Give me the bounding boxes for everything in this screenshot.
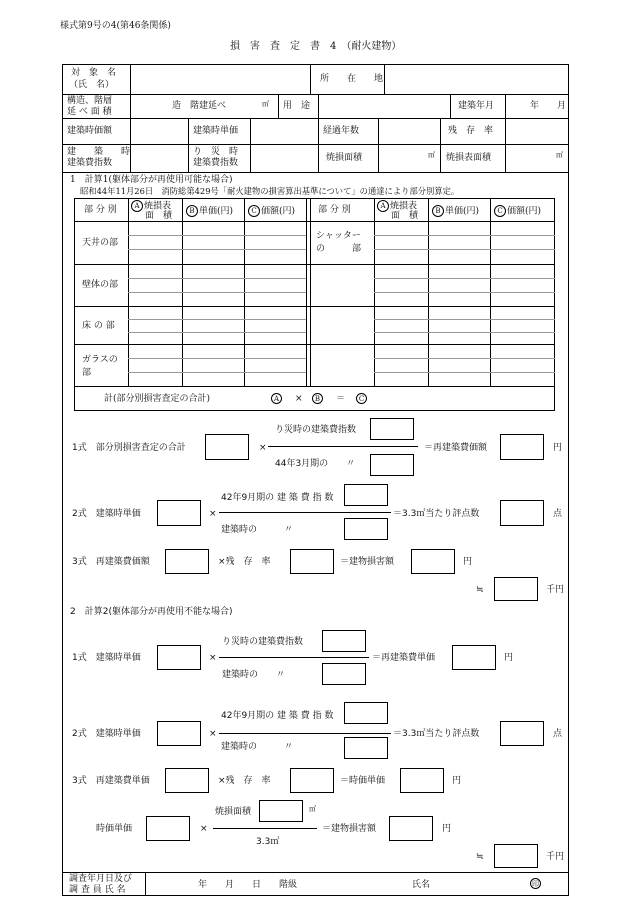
m2-unit: ㎡ — [556, 151, 563, 159]
c2f2-denominator: 建築時の 〃 — [221, 742, 294, 752]
index-build-label: 建 築 時 — [67, 147, 131, 157]
location-label: 所 在 地 — [320, 74, 384, 84]
mark-a: A — [271, 393, 282, 404]
c1f2-input-unit[interactable] — [157, 500, 201, 526]
c2f1-input-den[interactable] — [322, 663, 366, 685]
col-c-label: 価額(円) — [261, 206, 296, 217]
yen-unit: 円 — [442, 824, 452, 834]
built-ym-label: 建築年月 — [458, 101, 495, 111]
parts-table — [74, 198, 555, 411]
col-c-label: 価額(円) — [507, 206, 542, 217]
form-number: 様式第9号の4(第46条関係) — [60, 21, 171, 31]
approx-sign: ≒ — [476, 585, 484, 595]
c1f3-input-damage[interactable] — [411, 549, 455, 574]
c2f4-input-area[interactable] — [259, 800, 303, 822]
page-title: 損 害 査 定 書 4 （耐火建物） — [230, 41, 402, 52]
price-at-build-label: 建築時価額 — [67, 126, 113, 136]
c1f2-fraction-bar — [219, 512, 391, 513]
rank-label: 階級 — [279, 880, 298, 890]
c2f1-numerator: り災時の建築費指数 — [222, 637, 304, 647]
c1f2-numerator: 42年9月期の 建 築 費 指 数 — [221, 493, 334, 503]
c2f1-result: ＝再建築費単価 — [372, 653, 436, 663]
row-glass: ガラスの — [82, 355, 118, 365]
c2f4-result: ＝建物損害額 — [322, 824, 377, 834]
c2f4-fraction-bar — [213, 828, 317, 829]
calc1-heading: 1 計算1(躯体部分が再使用可能な場合) — [70, 175, 233, 185]
c2f1-input-result[interactable] — [452, 645, 496, 670]
times-sign: × — [209, 653, 217, 663]
mark-b: B — [432, 205, 444, 217]
row-wall: 壁体の部 — [82, 280, 119, 290]
c1f1-input-result[interactable] — [500, 434, 544, 460]
col-part-right: 部 分 別 — [318, 205, 351, 215]
row-floor: 床 の 部 — [82, 321, 115, 331]
c1f2-denominator: 建築時の 〃 — [221, 525, 294, 535]
col-a-sub: 面 積 — [145, 211, 173, 221]
c2f4-label: 時価単価 — [96, 824, 133, 834]
m2-unit: ㎡ — [262, 100, 269, 108]
c2f4-m2: ㎡ — [309, 805, 316, 813]
kyen-unit: 千円 — [546, 852, 565, 862]
c1f2-label: 2式 建築時単価 — [72, 509, 141, 519]
total-label: 計(部分別損害査定の合計) — [104, 394, 211, 404]
times-sign: × — [259, 443, 267, 453]
c1f1-result: ＝再建築費価額 — [424, 443, 488, 453]
name-label: 氏名 — [412, 880, 431, 890]
c1f2-input-den[interactable] — [344, 518, 388, 540]
col-b-label: 単価(円) — [199, 206, 234, 217]
structure-mid: 造 階建延べ — [172, 101, 227, 111]
c2f3-input-rebuild[interactable] — [165, 768, 209, 793]
c1f1-input-num[interactable] — [370, 418, 414, 440]
equals-sign: ＝ — [336, 394, 346, 404]
mark-b: B — [186, 205, 198, 217]
approx-sign: ≒ — [476, 852, 484, 862]
c1f1-denominator: 44年3月期の 〃 — [275, 459, 356, 469]
c1f3-input-rate[interactable] — [290, 549, 334, 574]
c1f3-result: ＝建物損害額 — [340, 557, 395, 567]
mark-c: C — [248, 205, 260, 217]
c2f3-input-unit-price[interactable] — [400, 768, 444, 793]
elapsed-years-label: 経過年数 — [323, 126, 360, 136]
c2f4-input-damage[interactable] — [389, 816, 433, 841]
c1f2-input-num[interactable] — [344, 484, 388, 506]
row-shutter-sub: の 部 — [316, 244, 362, 254]
col-a-label: 焼損表 — [390, 201, 418, 212]
c2f3-result: ＝時価単価 — [340, 776, 386, 786]
burn-area-label: 焼損面積 — [326, 153, 363, 163]
mark-c: C — [494, 205, 506, 217]
index-disaster-sub: 建築費指数 — [193, 158, 239, 168]
kyen-unit: 千円 — [546, 585, 565, 595]
c2f4-input-unit-price[interactable] — [146, 816, 190, 841]
unit-price-label: 建築時単価 — [193, 126, 239, 136]
index-build-sub: 建築費指数 — [67, 158, 113, 168]
residual-rate-label: 残 存 率 — [448, 126, 494, 136]
calc1-note: 昭和44年11月26日 消防総第429号「耐火建物の損害算出基準について」の通達により部分別算定。 — [80, 186, 460, 196]
times-sign: × — [295, 394, 303, 404]
col-b-label: 単価(円) — [445, 206, 480, 217]
yen-unit: 円 — [504, 653, 514, 663]
times-sign: × — [200, 824, 208, 834]
mark-a: A — [377, 200, 389, 212]
c2f3-mid: ×残 存 率 — [218, 776, 271, 786]
seal-mark: 印 — [532, 880, 539, 888]
c1f1-input-den[interactable] — [370, 454, 414, 476]
c2f4-input-kyen[interactable] — [494, 844, 538, 868]
target-name-sub: （氏 名） — [69, 80, 115, 90]
col-a-label: 焼損表 — [144, 201, 172, 212]
c2f1-input-unit[interactable] — [157, 645, 201, 670]
c1f3-label: 3式 再建築費価額 — [72, 557, 150, 567]
c2f2-input-den[interactable] — [344, 737, 388, 759]
c2f4-denominator: 3.3㎡ — [256, 837, 280, 847]
row-glass-sub: 部 — [82, 368, 92, 378]
col-part-left: 部 分 別 — [84, 205, 117, 215]
mark-c: C — [356, 393, 367, 404]
col-a-sub: 面 積 — [391, 211, 419, 221]
burn-surface-label: 焼損表面積 — [446, 153, 492, 163]
c1f1-fraction-bar — [268, 446, 418, 447]
c1f3-input-kyen[interactable] — [494, 577, 538, 601]
surveyor-name-label: 調 査 員 氏 名 — [69, 885, 126, 895]
survey-date-label: 調査年月日及び — [69, 874, 133, 884]
use-label: 用 途 — [283, 101, 311, 111]
c2f2-numerator: 42年9月期の 建 築 費 指 数 — [221, 711, 334, 721]
c2f2-input-num[interactable] — [344, 702, 388, 724]
c1f3-input-rebuild[interactable] — [165, 549, 209, 574]
yen-unit: 円 — [452, 776, 462, 786]
point-unit: 点 — [553, 729, 563, 739]
c1f1-label: 1式 部分別損害査定の合計 — [72, 443, 186, 453]
row-ceiling: 天井の部 — [82, 238, 119, 248]
year-month: 年 月 — [530, 101, 567, 111]
target-name-label: 対 象 名 — [71, 68, 117, 78]
c2f1-input-num[interactable] — [322, 630, 366, 652]
row-shutter: シャッター — [316, 231, 361, 241]
c2f2-input-unit[interactable] — [157, 721, 201, 746]
mark-a: A — [131, 200, 143, 212]
c2f3-input-rate[interactable] — [290, 768, 334, 793]
c2f2-result: ＝3.3㎡当たり評点数 — [393, 729, 480, 739]
c2f4-numerator: 焼損面積 — [215, 807, 252, 817]
yen-unit: 円 — [553, 443, 563, 453]
c2f3-label: 3式 再建築費単価 — [72, 776, 150, 786]
c2f2-fraction-bar — [219, 733, 391, 734]
times-sign: × — [209, 509, 217, 519]
c1f1-numerator: り災時の建築費指数 — [275, 425, 357, 435]
c2f2-label: 2式 建築時単価 — [72, 729, 141, 739]
c2f2-input-result[interactable] — [500, 721, 544, 746]
index-disaster-label: り 災 時 — [193, 147, 239, 157]
times-sign: × — [209, 729, 217, 739]
c2f1-denominator: 建築時の 〃 — [222, 670, 286, 680]
floor-area-label: 延 べ 面 積 — [67, 107, 112, 117]
survey-date: 年 月 日 — [198, 880, 262, 890]
mark-b: B — [312, 393, 323, 404]
c2f1-fraction-bar — [219, 657, 369, 658]
c1f2-result: ＝3.3㎡当たり評点数 — [393, 509, 480, 519]
structure-label: 構造、階層 — [67, 96, 113, 106]
point-unit: 点 — [553, 509, 563, 519]
c1f3-mid: ×残 存 率 — [218, 557, 271, 567]
c1f1-input-total[interactable] — [205, 434, 249, 460]
yen-unit: 円 — [463, 557, 473, 567]
c1f2-input-result[interactable] — [500, 500, 544, 526]
c2f1-label: 1式 建築時単価 — [72, 653, 141, 663]
m2-unit: ㎡ — [428, 151, 435, 159]
calc2-heading: 2 計算2(躯体部分が再使用不能な場合) — [70, 607, 233, 617]
